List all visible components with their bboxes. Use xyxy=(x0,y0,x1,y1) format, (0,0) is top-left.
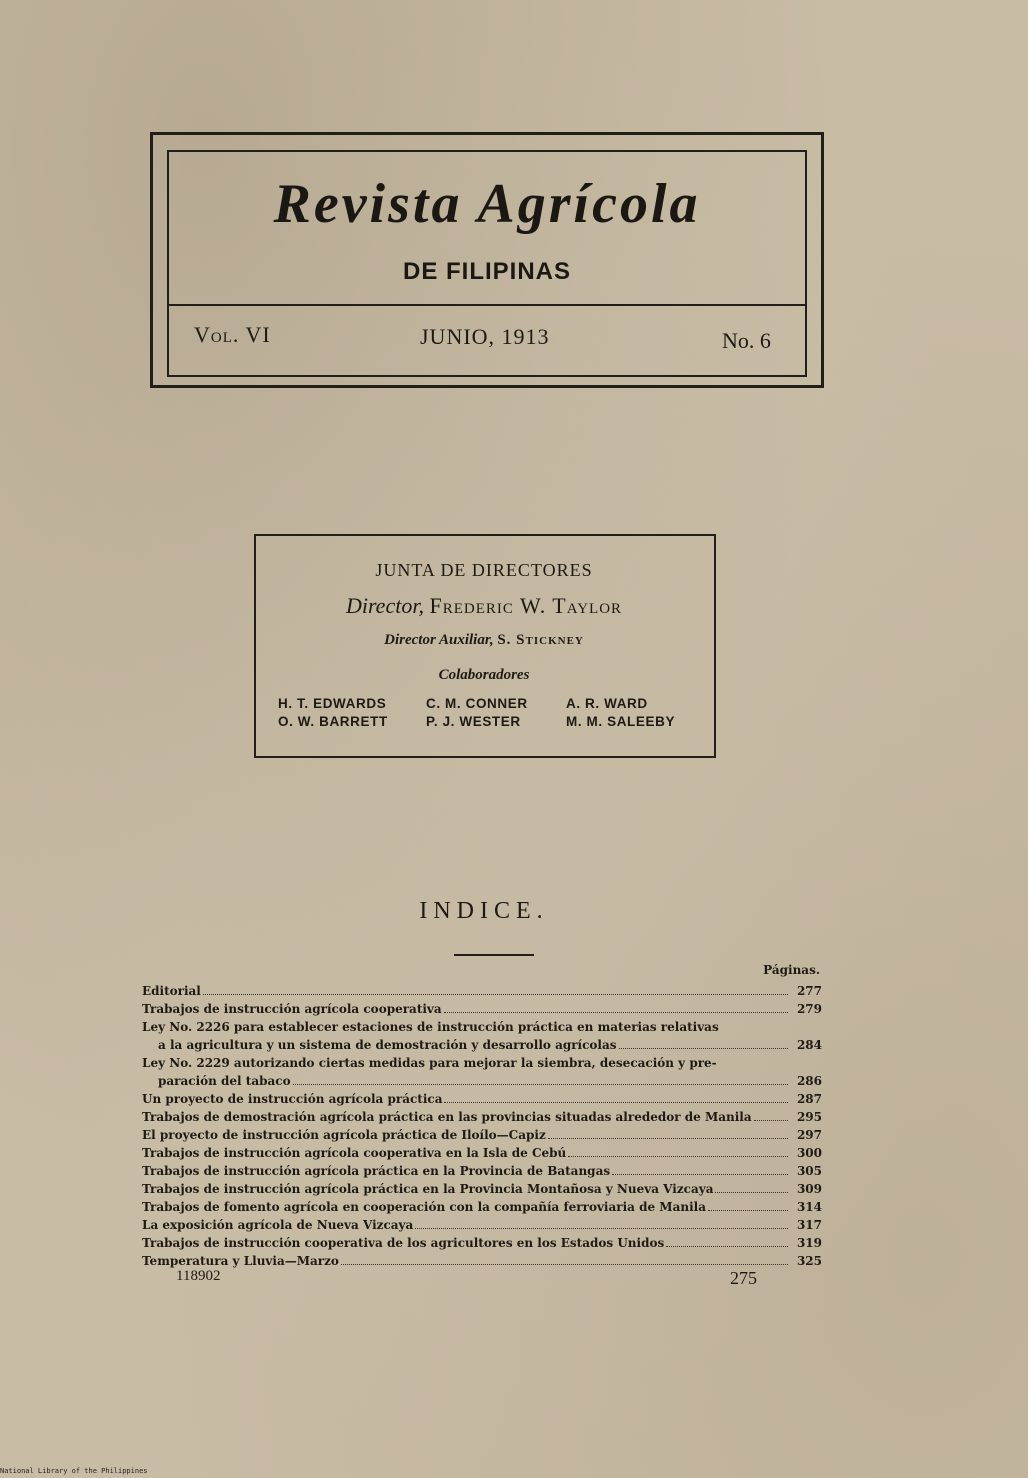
toc-entry xyxy=(142,1000,822,1018)
toc-entry-page: 325 xyxy=(796,1254,822,1268)
toc-entry-title-line2: paración del tabaco xyxy=(158,1074,291,1088)
toc-entry-title: Trabajos de fomento agrícola en cooperación con la compañía ferroviaria de Manila xyxy=(142,1200,706,1214)
masthead-divider xyxy=(167,304,805,306)
toc-entry xyxy=(142,1126,822,1144)
toc-entry-page: 286 xyxy=(796,1074,822,1088)
toc-entry-title-line1: Ley No. 2229 autorizando ciertas medidas para mejorar la siembra, desecación y pre- xyxy=(142,1056,717,1070)
toc-entry-page: 297 xyxy=(796,1128,822,1142)
catalog-code: 118902 xyxy=(176,1268,221,1284)
leader-dots xyxy=(203,994,788,995)
director-role: Director, xyxy=(345,593,424,618)
toc-entry xyxy=(142,1072,822,1090)
board-director xyxy=(254,593,714,619)
collaborator-name: A. R. WARD xyxy=(566,696,648,711)
toc-entry-title: Editorial xyxy=(142,984,201,998)
toc-entry-page: 295 xyxy=(796,1110,822,1124)
toc-entry-title-line1: Ley No. 2226 para establecer estaciones de instrucción práctica en materias relativas xyxy=(142,1020,719,1034)
leader-dots xyxy=(444,1012,788,1013)
toc-entry-title: La exposición agrícola de Nueva Vizcaya xyxy=(142,1218,414,1232)
journal-subtitle: DE FILIPINAS xyxy=(402,258,571,285)
toc-entry-page: 305 xyxy=(796,1164,822,1178)
toc-entry-page: 287 xyxy=(796,1092,822,1106)
toc-entry xyxy=(142,1198,822,1216)
toc-entry-page: 314 xyxy=(796,1200,822,1214)
toc-entry-page: 309 xyxy=(796,1182,822,1196)
assistant-role: Director Auxiliar, xyxy=(384,632,494,648)
collaborator-name: P. J. WESTER xyxy=(426,714,521,729)
collaborator-name: H. T. EDWARDS xyxy=(278,696,387,711)
issue-date: JUNIO, 1913 xyxy=(420,324,550,349)
toc-entry-page: 317 xyxy=(796,1218,822,1232)
board-heading: JUNTA DE DIRECTORES xyxy=(375,560,593,580)
toc-entry-title: Un proyecto de instrucción agrícola práctica xyxy=(142,1092,443,1106)
toc-entry xyxy=(142,1036,822,1054)
toc-entry-title: Temperatura y Lluvia—Marzo xyxy=(142,1254,339,1268)
leader-dots xyxy=(708,1210,788,1211)
leader-dots xyxy=(548,1138,788,1139)
volume-label: Vol. VI xyxy=(194,322,271,347)
collaborator-name: C. M. CONNER xyxy=(426,696,528,711)
toc-entry-title: Trabajos de demostración agrícola práctica en las provincias situadas alrededor de Manila xyxy=(142,1110,752,1124)
toc-entry-title: Trabajos de instrucción agrícola práctica en la Provincia de Batangas xyxy=(142,1164,611,1178)
toc-entry-title: Trabajos de instrucción agrícola práctica en la Provincia Montañosa y Nueva Vizcaya xyxy=(142,1182,714,1196)
collaborators-label: Colaboradores xyxy=(438,667,530,683)
collaborator-name: M. M. SALEEBY xyxy=(566,714,676,729)
leader-dots xyxy=(715,1192,788,1193)
collaborators-list xyxy=(278,695,690,731)
leader-dots xyxy=(341,1264,788,1265)
journal-title: Revista Agrícola xyxy=(273,173,701,235)
director-name: Frederic W. Taylor xyxy=(429,593,623,618)
toc-entry xyxy=(142,1144,822,1162)
toc-entry xyxy=(142,1252,822,1270)
leader-dots xyxy=(444,1102,788,1103)
toc-entry-page: 319 xyxy=(796,1236,822,1250)
page-number: 275 xyxy=(730,1268,757,1288)
toc-entry xyxy=(142,982,822,1000)
toc-entry xyxy=(142,1162,822,1180)
toc-entry-page: 277 xyxy=(796,984,822,998)
toc-entry-title: Trabajos de instrucción agrícola cooperativa en la Isla de Cebú xyxy=(142,1146,567,1160)
leader-dots xyxy=(415,1228,788,1229)
toc-entry-title-line2: a la agricultura y un sistema de demostración y desarrollo agrícolas xyxy=(158,1038,617,1052)
issue-number: No. 6 xyxy=(722,328,771,353)
leader-dots xyxy=(293,1084,788,1085)
toc-entry-title: Trabajos de instrucción agrícola cooperativa xyxy=(142,1002,442,1016)
toc-entry-page: 300 xyxy=(796,1146,822,1160)
toc-entry-page: 284 xyxy=(796,1038,822,1052)
toc-entry-title: El proyecto de instrucción agrícola práctica de Iloílo—Capiz xyxy=(142,1128,546,1142)
table-of-contents xyxy=(142,982,822,1270)
leader-dots xyxy=(754,1120,788,1121)
collaborator-name: O. W. BARRETT xyxy=(278,714,388,729)
source-credit: National Library of the Philippines xyxy=(0,1467,148,1475)
leader-dots xyxy=(568,1156,788,1157)
toc-entry xyxy=(142,1090,822,1108)
index-rule xyxy=(454,954,534,956)
toc-entry xyxy=(142,1234,822,1252)
toc-entry-title: Trabajos de instrucción cooperativa de los agricultores en los Estados Unidos xyxy=(142,1236,665,1250)
leader-dots xyxy=(612,1174,788,1175)
board-assistant-director xyxy=(254,632,714,649)
toc-entry-page: 279 xyxy=(796,1002,822,1016)
leader-dots xyxy=(666,1246,788,1247)
leader-dots xyxy=(619,1048,788,1049)
pages-column-header: Páginas. xyxy=(763,963,820,977)
toc-entry xyxy=(142,1108,822,1126)
assistant-name: S. Stickney xyxy=(497,632,584,648)
toc-entry xyxy=(142,1180,822,1198)
index-title: INDICE. xyxy=(419,898,549,924)
toc-entry xyxy=(142,1216,822,1234)
